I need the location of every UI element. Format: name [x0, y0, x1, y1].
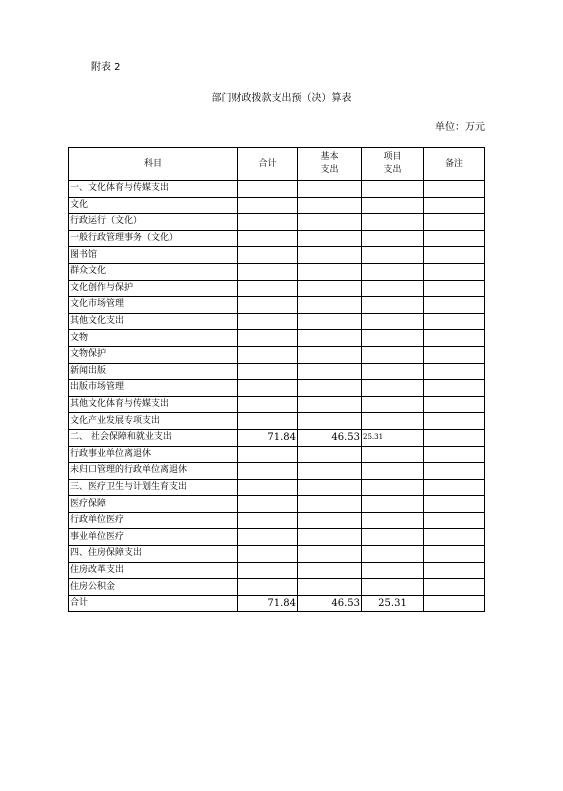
cell-note: [424, 363, 485, 380]
cell-basic: [298, 463, 362, 480]
cell-subject: 图书馆: [69, 247, 238, 264]
cell-note: [424, 197, 485, 214]
cell-subject: 新闻出版: [69, 363, 238, 380]
cell-subject: 事业单位医疗: [69, 529, 238, 546]
cell-project: [362, 363, 424, 380]
cell-total: [238, 546, 298, 563]
table-header-row: [69, 148, 485, 181]
cell-basic: [298, 330, 362, 347]
cell-note: [424, 429, 485, 446]
cell-subject: 行政运行（文化）: [69, 214, 238, 231]
cell-total: [238, 579, 298, 596]
cell-note: [424, 579, 485, 596]
cell-subject: 文化创作与保护: [69, 280, 238, 297]
cell-basic: [298, 280, 362, 297]
table-row: [69, 479, 485, 496]
cell-subject: 文物保护: [69, 346, 238, 363]
table-row: [69, 413, 485, 430]
cell-project: [362, 463, 424, 480]
table-row: [69, 330, 485, 347]
cell-note: [424, 512, 485, 529]
cell-project: [362, 181, 424, 198]
cell-subject: 文化: [69, 197, 238, 214]
table-row: [69, 463, 485, 480]
cell-total: [238, 479, 298, 496]
cell-subject: 住房改革支出: [69, 562, 238, 579]
cell-basic: [298, 230, 362, 247]
table-row: [69, 313, 485, 330]
table-row: [69, 247, 485, 264]
cell-basic: [298, 197, 362, 214]
cell-basic: [298, 579, 362, 596]
cell-subject: 行政事业单位离退休: [69, 446, 238, 463]
cell-project: [362, 297, 424, 314]
table-row: [69, 346, 485, 363]
cell-total: [238, 363, 298, 380]
cell-project: [362, 479, 424, 496]
page-title: 部门财政拨款支出预（决）算表: [211, 93, 352, 104]
cell-subject: 未归口管理的行政单位离退休: [69, 463, 238, 480]
cell-note: [424, 263, 485, 280]
cell-note: [424, 280, 485, 297]
cell-subject: 三、医疗卫生与计划生育支出: [69, 479, 238, 496]
column-header-note: 备注: [424, 148, 485, 181]
expenditure-table: [68, 147, 485, 612]
cell-subject: 文物: [69, 330, 238, 347]
cell-basic: [298, 247, 362, 264]
cell-project: 25.31: [362, 595, 424, 612]
table-row: [69, 263, 485, 280]
table-row: [69, 280, 485, 297]
cell-note: [424, 247, 485, 264]
cell-total: [238, 330, 298, 347]
cell-subject: 四、住房保障支出: [69, 546, 238, 563]
cell-total: [238, 181, 298, 198]
cell-total: [238, 413, 298, 430]
cell-project: [362, 579, 424, 596]
table-row: [69, 230, 485, 247]
cell-subject: 其他文化体育与传媒支出: [69, 396, 238, 413]
cell-project: [362, 280, 424, 297]
cell-note: [424, 396, 485, 413]
cell-total: [238, 230, 298, 247]
table-row: [69, 429, 485, 446]
cell-subject: 医疗保障: [69, 496, 238, 513]
cell-total: [238, 346, 298, 363]
column-header-basic: 基本 支出: [298, 148, 362, 181]
cell-project: [362, 446, 424, 463]
cell-project: [362, 346, 424, 363]
cell-project: [362, 247, 424, 264]
cell-basic: 46.53: [298, 595, 362, 612]
column-header-subject: 科目: [69, 148, 238, 181]
cell-total: 71.84: [238, 595, 298, 612]
cell-note: [424, 413, 485, 430]
cell-basic: [298, 214, 362, 231]
cell-subject: 出版市场管理: [69, 380, 238, 397]
cell-basic: [298, 413, 362, 430]
cell-note: [424, 546, 485, 563]
cell-total: 71.84: [238, 429, 298, 446]
table-row: [69, 181, 485, 198]
cell-total: [238, 280, 298, 297]
cell-note: [424, 214, 485, 231]
table-row: [69, 446, 485, 463]
table-row: [69, 297, 485, 314]
cell-basic: [298, 363, 362, 380]
cell-project: [362, 413, 424, 430]
cell-subject: 文化市场管理: [69, 297, 238, 314]
cell-subject: 群众文化: [69, 263, 238, 280]
table-row: [69, 363, 485, 380]
cell-note: [424, 479, 485, 496]
cell-project: [362, 546, 424, 563]
cell-project: 25.31: [362, 429, 424, 446]
cell-total: [238, 247, 298, 264]
cell-total: [238, 529, 298, 546]
cell-note: [424, 562, 485, 579]
cell-total: [238, 214, 298, 231]
cell-total: [238, 496, 298, 513]
cell-total: [238, 463, 298, 480]
cell-total: [238, 197, 298, 214]
cell-note: [424, 463, 485, 480]
attachment-label: 附表 2: [91, 62, 121, 73]
cell-project: [362, 562, 424, 579]
cell-basic: [298, 479, 362, 496]
column-header-project: 项目 支出: [362, 148, 424, 181]
cell-subject: 一、文化体育与传媒支出: [69, 181, 238, 198]
table-row: [69, 197, 485, 214]
table-row: [69, 579, 485, 596]
cell-note: [424, 330, 485, 347]
cell-basic: [298, 181, 362, 198]
cell-total: [238, 313, 298, 330]
cell-total: [238, 263, 298, 280]
cell-subject: 合计: [69, 595, 238, 612]
table-row: [69, 496, 485, 513]
cell-basic: [298, 297, 362, 314]
cell-note: [424, 446, 485, 463]
table-row: [69, 595, 485, 612]
table-row: [69, 396, 485, 413]
cell-basic: [298, 562, 362, 579]
cell-project: [362, 263, 424, 280]
cell-project: [362, 330, 424, 347]
cell-subject: 二、 社会保障和就业支出: [69, 429, 238, 446]
cell-note: [424, 297, 485, 314]
cell-subject: 一般行政管理事务（文化）: [69, 230, 238, 247]
cell-note: [424, 346, 485, 363]
cell-note: [424, 496, 485, 513]
table-row: [69, 546, 485, 563]
cell-basic: [298, 496, 362, 513]
unit-label: 单位：万元: [435, 122, 485, 133]
cell-basic: [298, 546, 362, 563]
cell-note: [424, 181, 485, 198]
cell-note: [424, 313, 485, 330]
cell-basic: [298, 529, 362, 546]
cell-total: [238, 380, 298, 397]
table-row: [69, 214, 485, 231]
cell-total: [238, 512, 298, 529]
cell-project: [362, 512, 424, 529]
table-row: [69, 380, 485, 397]
cell-total: [238, 396, 298, 413]
cell-project: [362, 214, 424, 231]
cell-subject: 行政单位医疗: [69, 512, 238, 529]
cell-basic: [298, 396, 362, 413]
cell-total: [238, 446, 298, 463]
table-row: [69, 562, 485, 579]
cell-total: [238, 297, 298, 314]
cell-basic: [298, 346, 362, 363]
column-header-total: 合计: [238, 148, 298, 181]
cell-note: [424, 230, 485, 247]
cell-project: [362, 396, 424, 413]
cell-subject: 其他文化支出: [69, 313, 238, 330]
cell-project: [362, 529, 424, 546]
cell-basic: [298, 380, 362, 397]
cell-project: [362, 496, 424, 513]
cell-project: [362, 197, 424, 214]
cell-note: [424, 595, 485, 612]
cell-subject: 文化产业发展专项支出: [69, 413, 238, 430]
cell-project: [362, 313, 424, 330]
cell-note: [424, 529, 485, 546]
cell-basic: 46.53: [298, 429, 362, 446]
cell-basic: [298, 263, 362, 280]
cell-total: [238, 562, 298, 579]
table-row: [69, 529, 485, 546]
cell-basic: [298, 446, 362, 463]
cell-basic: [298, 512, 362, 529]
cell-project: [362, 230, 424, 247]
cell-project: [362, 380, 424, 397]
table-row: [69, 512, 485, 529]
cell-basic: [298, 313, 362, 330]
cell-note: [424, 380, 485, 397]
cell-subject: 住房公积金: [69, 579, 238, 596]
